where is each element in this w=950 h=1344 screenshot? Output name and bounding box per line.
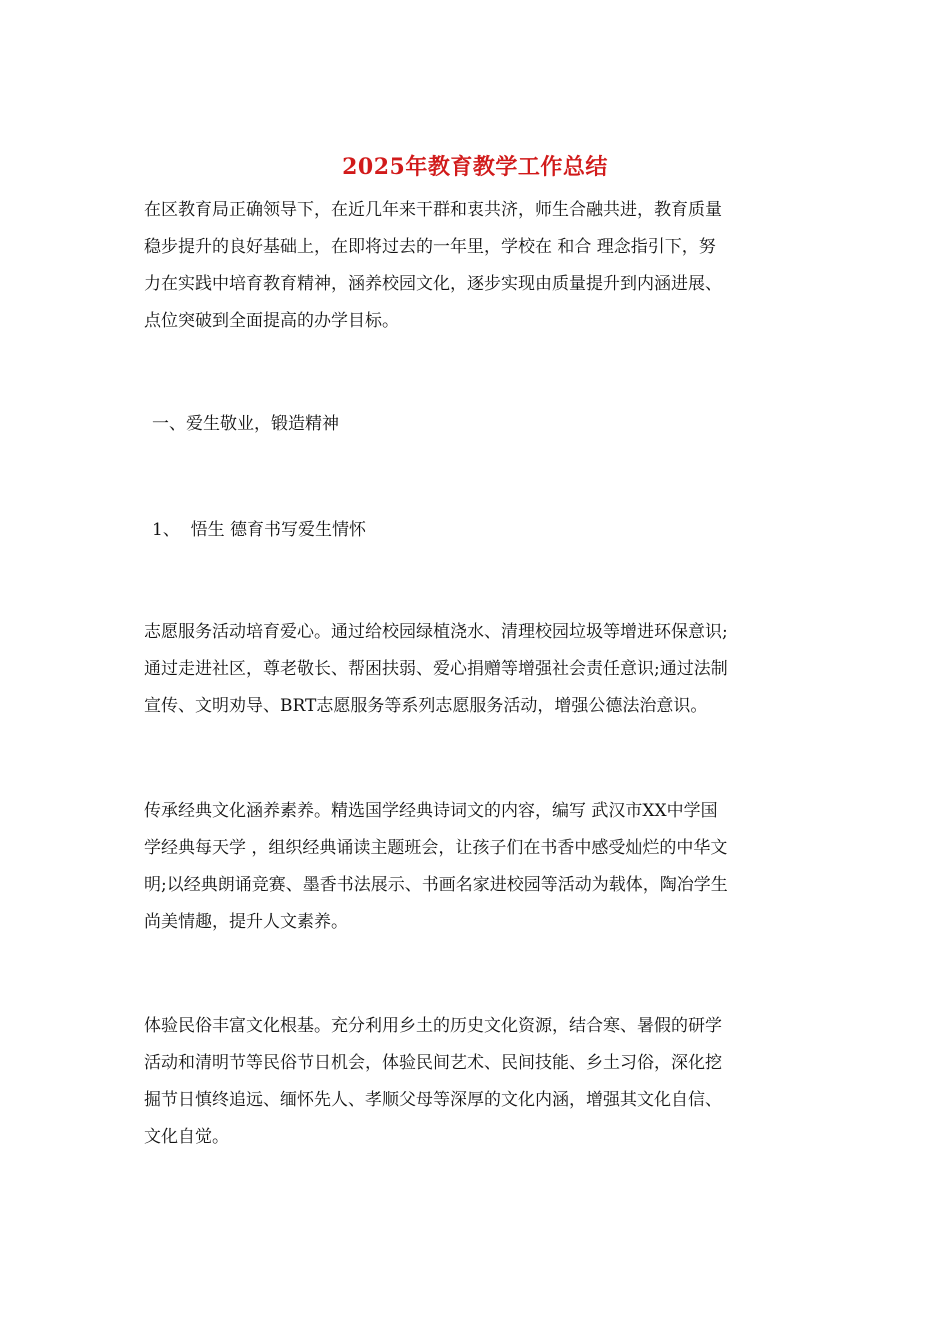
text-line: 明;以经典朗诵竞赛、墨香书法展示、书画名家进校园等活动为载体，陶冶学生 — [144, 875, 728, 895]
text-line: 掘节日慎终追远、缅怀先人、孝顺父母等深厚的文化内涵，增强其文化自信、 — [144, 1090, 722, 1110]
text-line: 力在实践中培育教育精神，涵养校园文化，逐步实现由质量提升到内涵进展、 — [144, 274, 722, 294]
text-line: 通过走进社区，尊老敬长、帮困扶弱、爱心捐赠等增强社会责任意识;通过法制 — [144, 659, 728, 679]
volunteer-paragraph — [144, 614, 812, 725]
text-line: 点位突破到全面提高的办学目标。 — [144, 311, 399, 331]
text-line: 活动和清明节等民俗节日机会，体验民间艺术、民间技能、乡土习俗，深化挖 — [144, 1053, 722, 1073]
intro-paragraph — [144, 192, 812, 340]
text-line: 学经典每天学 ，组织经典诵读主题班会，让孩子们在书香中感受灿烂的中华文 — [144, 838, 728, 858]
text-line: 在区教育局正确领导下，在近几年来干群和衷共济，师生合融共进，教育质量 — [144, 200, 722, 220]
text-line: 体验民俗丰富文化根基。充分利用乡土的历史文化资源，结合寒、暑假的研学 — [144, 1016, 722, 1036]
text-line: 传承经典文化涵养素养。精选国学经典诗词文的内容，编写 武汉市XX中学国 — [144, 801, 718, 821]
classics-paragraph — [144, 793, 812, 941]
document-title: 2025年教育教学工作总结 — [342, 154, 608, 180]
folk-paragraph — [144, 1008, 812, 1156]
text-line: 稳步提升的良好基础上，在即将过去的一年里，学校在 和合 理念指引下，努 — [144, 237, 716, 257]
text-line: 文化自觉。 — [144, 1127, 229, 1147]
text-line: 尚美情趣，提升人文素养。 — [144, 912, 348, 932]
subsection-heading: 1、 悟生 德育书写爱生情怀 — [152, 520, 367, 540]
section-heading: 一、爱生敬业，锻造精神 — [152, 414, 339, 434]
text-line: 志愿服务活动培育爱心。通过给校园绿植浇水、清理校园垃圾等增进环保意识; — [144, 622, 728, 642]
text-line: 宣传、文明劝导、BRT志愿服务等系列志愿服务活动，增强公德法治意识。 — [144, 696, 708, 716]
